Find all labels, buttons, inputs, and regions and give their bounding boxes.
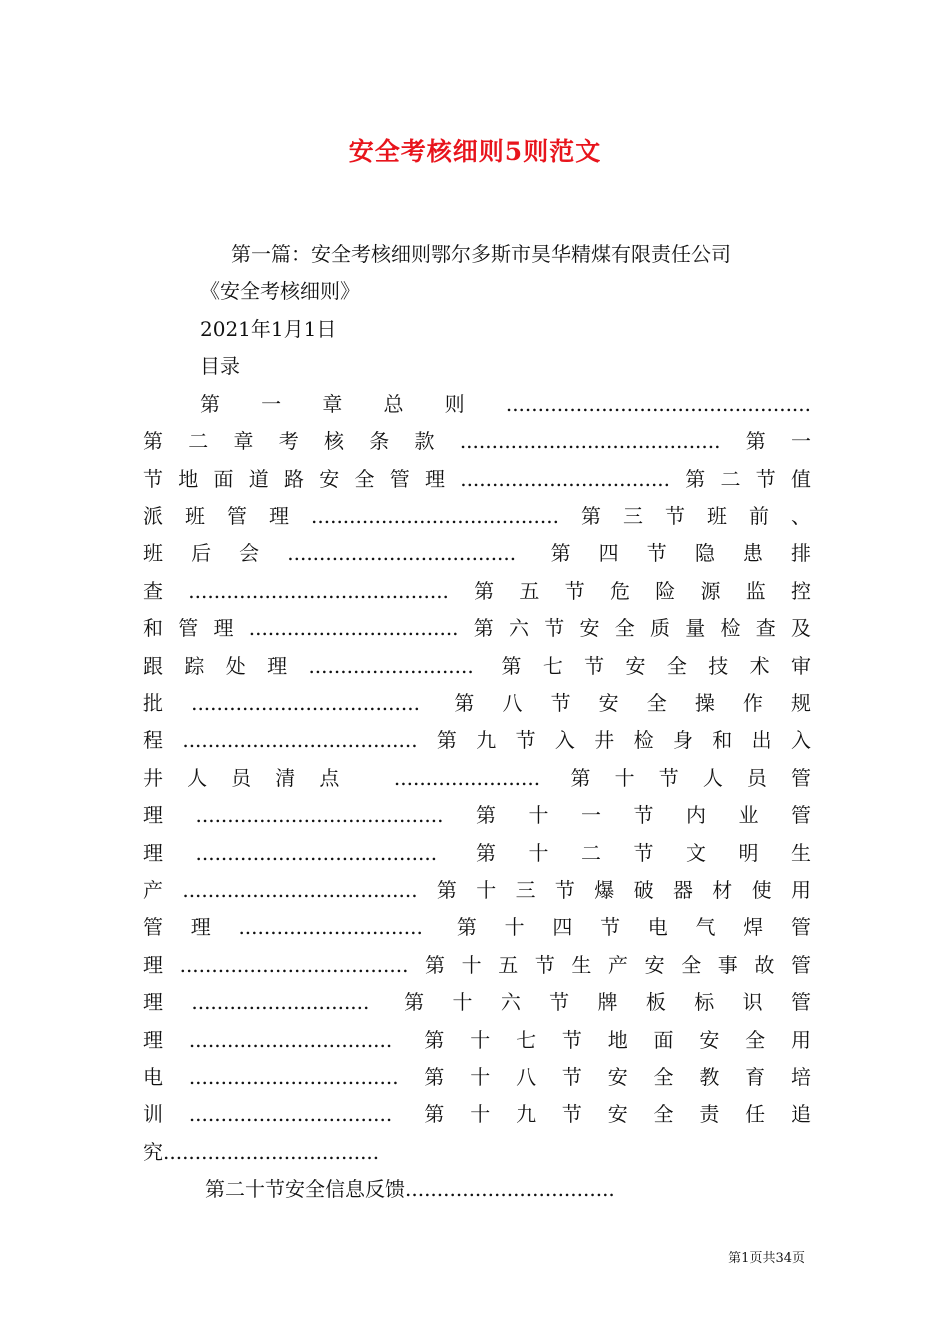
paragraph-line: 第一篇：安全考核细则鄂尔多斯市昊华精煤有限责任公司: [231, 242, 731, 266]
page-number: 第1页共34页: [728, 1251, 805, 1266]
toc-line: 查.........................................第五节危险源监控: [143, 579, 811, 603]
toc-line: 节地面道路安全管理.................................第二节值: [143, 467, 811, 491]
toc-line: 第二章考核条款.........................................第一: [143, 429, 811, 453]
toc-line: 究..................................: [143, 1140, 380, 1164]
toc-line: 第二十节安全信息反馈.................................: [205, 1177, 615, 1201]
toc-line: 理....................................第十五节生产安全事故管: [143, 953, 811, 977]
toc-line: 井人员清点 ....................... 第十节人员管: [143, 766, 811, 790]
toc-line: 派班管理.......................................第三节班前、: [143, 504, 811, 528]
toc-line: 理............................ 第十六节牌板标识管: [143, 990, 811, 1014]
toc-line: 理................................ 第十七节地面安全用: [143, 1028, 811, 1052]
date-line: 2021年1月1日: [200, 317, 337, 341]
toc-heading: 目录: [200, 354, 240, 378]
toc-line: 理...................................... 第十二节文明生: [143, 841, 811, 865]
toc-line: 产.....................................第十三节爆破器材使用: [143, 878, 811, 902]
toc-line: 批.................................... 第八节安全操作规: [143, 691, 811, 715]
toc-line: 程.....................................第九节入井检身和出入: [143, 728, 811, 752]
toc-line: 训................................ 第十九节安全责任追: [143, 1102, 811, 1126]
toc-line: 班后会.................................... 第四节隐患排: [143, 541, 811, 565]
paragraph-line: 《安全考核细则》: [200, 279, 360, 303]
toc-line: 和管理.................................第六节安全质量检查及: [143, 616, 811, 640]
toc-line: 电.................................第十八节安全教育培: [143, 1065, 811, 1089]
toc-line: 跟踪处理.......................... 第七节安全技术审: [143, 654, 811, 678]
toc-line: 管理............................. 第十四节电气焊管: [143, 915, 811, 939]
toc-line: 理.......................................第十一节内业管: [143, 803, 811, 827]
toc-line: 第一章总则................................................: [200, 392, 811, 416]
document-title: 安全考核细则5则范文: [348, 137, 602, 166]
